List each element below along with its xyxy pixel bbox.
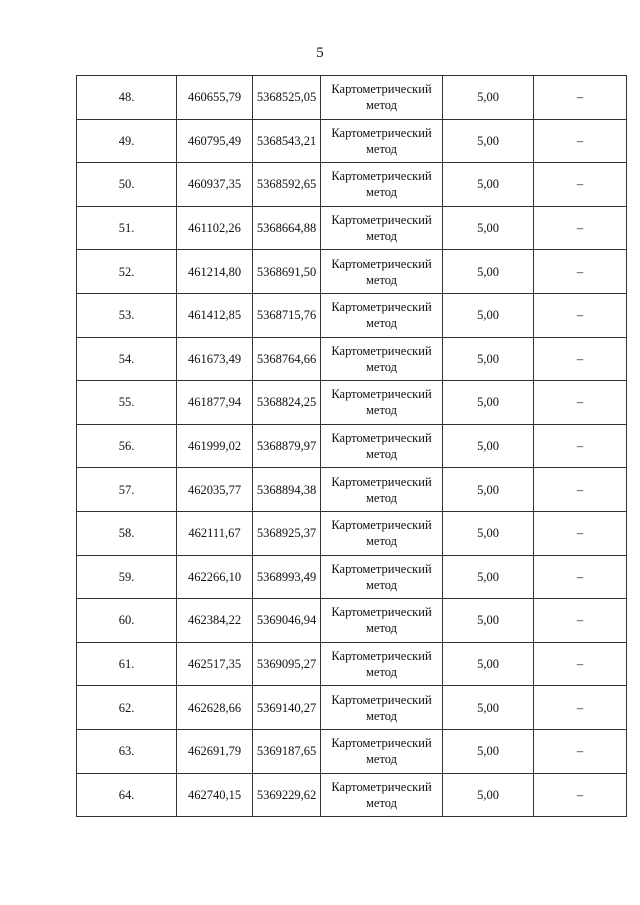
method-text: Картометрический метод bbox=[331, 779, 432, 810]
x-coordinate-cell: 462266,10 bbox=[177, 555, 253, 599]
point-number-cell: 62. bbox=[77, 686, 177, 730]
y-coordinate-cell: 5368824,25 bbox=[253, 381, 321, 425]
note-cell: – bbox=[534, 250, 627, 294]
accuracy-cell: 5,00 bbox=[443, 76, 534, 120]
y-coordinate-cell: 5368764,66 bbox=[253, 337, 321, 381]
table-row bbox=[77, 381, 627, 425]
y-coordinate-cell: 5369095,27 bbox=[253, 642, 321, 686]
x-coordinate-cell: 460655,79 bbox=[177, 76, 253, 120]
y-coordinate-cell: 5368543,21 bbox=[253, 119, 321, 163]
accuracy-cell: 5,00 bbox=[443, 773, 534, 817]
note-cell: – bbox=[534, 424, 627, 468]
method-text: Картометрический метод bbox=[331, 692, 432, 723]
method-cell bbox=[321, 729, 443, 773]
y-coordinate-cell: 5368894,38 bbox=[253, 468, 321, 512]
point-number-cell: 49. bbox=[77, 119, 177, 163]
accuracy-cell: 5,00 bbox=[443, 250, 534, 294]
method-cell bbox=[321, 642, 443, 686]
y-coordinate-cell: 5368592,65 bbox=[253, 163, 321, 207]
method-text: Картометрический метод bbox=[331, 387, 432, 418]
note-cell: – bbox=[534, 686, 627, 730]
table-row bbox=[77, 76, 627, 120]
note-cell: – bbox=[534, 773, 627, 817]
method-text: Картометрический метод bbox=[331, 169, 432, 200]
x-coordinate-cell: 461877,94 bbox=[177, 381, 253, 425]
method-text: Картометрический метод bbox=[331, 256, 432, 287]
point-number-cell: 59. bbox=[77, 555, 177, 599]
note-cell: – bbox=[534, 119, 627, 163]
point-number-cell: 56. bbox=[77, 424, 177, 468]
accuracy-cell: 5,00 bbox=[443, 599, 534, 643]
method-cell bbox=[321, 293, 443, 337]
point-number-cell: 54. bbox=[77, 337, 177, 381]
point-number-cell: 57. bbox=[77, 468, 177, 512]
method-cell bbox=[321, 599, 443, 643]
x-coordinate-cell: 461673,49 bbox=[177, 337, 253, 381]
y-coordinate-cell: 5369229,62 bbox=[253, 773, 321, 817]
point-number-cell: 52. bbox=[77, 250, 177, 294]
point-number-cell: 58. bbox=[77, 511, 177, 555]
point-number-cell: 61. bbox=[77, 642, 177, 686]
point-number-cell: 55. bbox=[77, 381, 177, 425]
page-number: 5 bbox=[316, 45, 324, 61]
method-text: Картометрический метод bbox=[331, 474, 432, 505]
y-coordinate-cell: 5369140,27 bbox=[253, 686, 321, 730]
method-cell bbox=[321, 250, 443, 294]
method-cell bbox=[321, 119, 443, 163]
x-coordinate-cell: 461102,26 bbox=[177, 206, 253, 250]
note-cell: – bbox=[534, 729, 627, 773]
method-text: Картометрический метод bbox=[331, 300, 432, 331]
accuracy-cell: 5,00 bbox=[443, 381, 534, 425]
y-coordinate-cell: 5369187,65 bbox=[253, 729, 321, 773]
x-coordinate-cell: 462628,66 bbox=[177, 686, 253, 730]
x-coordinate-cell: 462384,22 bbox=[177, 599, 253, 643]
note-cell: – bbox=[534, 337, 627, 381]
x-coordinate-cell: 461412,85 bbox=[177, 293, 253, 337]
x-coordinate-cell: 460937,35 bbox=[177, 163, 253, 207]
table-row bbox=[77, 424, 627, 468]
method-cell bbox=[321, 206, 443, 250]
y-coordinate-cell: 5368525,05 bbox=[253, 76, 321, 120]
method-text: Картометрический метод bbox=[331, 343, 432, 374]
accuracy-cell: 5,00 bbox=[443, 119, 534, 163]
method-cell bbox=[321, 163, 443, 207]
coordinates-table bbox=[76, 75, 627, 817]
y-coordinate-cell: 5368691,50 bbox=[253, 250, 321, 294]
method-text: Картометрический метод bbox=[331, 736, 432, 767]
method-cell bbox=[321, 337, 443, 381]
table-row bbox=[77, 206, 627, 250]
point-number-cell: 63. bbox=[77, 729, 177, 773]
x-coordinate-cell: 461214,80 bbox=[177, 250, 253, 294]
y-coordinate-cell: 5368879,97 bbox=[253, 424, 321, 468]
method-text: Картометрический метод bbox=[331, 82, 432, 113]
method-text: Картометрический метод bbox=[331, 213, 432, 244]
x-coordinate-cell: 462035,77 bbox=[177, 468, 253, 512]
method-cell bbox=[321, 555, 443, 599]
table-row bbox=[77, 773, 627, 817]
note-cell: – bbox=[534, 468, 627, 512]
point-number-cell: 50. bbox=[77, 163, 177, 207]
x-coordinate-cell: 462111,67 bbox=[177, 511, 253, 555]
accuracy-cell: 5,00 bbox=[443, 163, 534, 207]
method-cell bbox=[321, 468, 443, 512]
table-row bbox=[77, 729, 627, 773]
x-coordinate-cell: 460795,49 bbox=[177, 119, 253, 163]
method-cell bbox=[321, 686, 443, 730]
accuracy-cell: 5,00 bbox=[443, 555, 534, 599]
note-cell: – bbox=[534, 511, 627, 555]
table-row bbox=[77, 163, 627, 207]
note-cell: – bbox=[534, 555, 627, 599]
method-cell bbox=[321, 76, 443, 120]
table-row bbox=[77, 337, 627, 381]
method-cell bbox=[321, 511, 443, 555]
note-cell: – bbox=[534, 599, 627, 643]
y-coordinate-cell: 5368925,37 bbox=[253, 511, 321, 555]
table-row bbox=[77, 468, 627, 512]
accuracy-cell: 5,00 bbox=[443, 468, 534, 512]
note-cell: – bbox=[534, 293, 627, 337]
table-row bbox=[77, 119, 627, 163]
method-text: Картометрический метод bbox=[331, 431, 432, 462]
y-coordinate-cell: 5369046,94 bbox=[253, 599, 321, 643]
x-coordinate-cell: 462691,79 bbox=[177, 729, 253, 773]
method-text: Картометрический метод bbox=[331, 605, 432, 636]
point-number-cell: 51. bbox=[77, 206, 177, 250]
point-number-cell: 64. bbox=[77, 773, 177, 817]
accuracy-cell: 5,00 bbox=[443, 293, 534, 337]
y-coordinate-cell: 5368993,49 bbox=[253, 555, 321, 599]
accuracy-cell: 5,00 bbox=[443, 337, 534, 381]
accuracy-cell: 5,00 bbox=[443, 511, 534, 555]
accuracy-cell: 5,00 bbox=[443, 206, 534, 250]
table-row bbox=[77, 555, 627, 599]
method-cell bbox=[321, 424, 443, 468]
note-cell: – bbox=[534, 163, 627, 207]
table-row bbox=[77, 686, 627, 730]
method-cell bbox=[321, 381, 443, 425]
point-number-cell: 60. bbox=[77, 599, 177, 643]
method-text: Картометрический метод bbox=[331, 649, 432, 680]
y-coordinate-cell: 5368715,76 bbox=[253, 293, 321, 337]
method-text: Картометрический метод bbox=[331, 518, 432, 549]
table-row bbox=[77, 511, 627, 555]
table-row bbox=[77, 599, 627, 643]
point-number-cell: 48. bbox=[77, 76, 177, 120]
accuracy-cell: 5,00 bbox=[443, 424, 534, 468]
table-row bbox=[77, 293, 627, 337]
table-row bbox=[77, 642, 627, 686]
table-row bbox=[77, 250, 627, 294]
note-cell: – bbox=[534, 642, 627, 686]
note-cell: – bbox=[534, 206, 627, 250]
point-number-cell: 53. bbox=[77, 293, 177, 337]
x-coordinate-cell: 462517,35 bbox=[177, 642, 253, 686]
method-cell bbox=[321, 773, 443, 817]
note-cell: – bbox=[534, 76, 627, 120]
note-cell: – bbox=[534, 381, 627, 425]
accuracy-cell: 5,00 bbox=[443, 642, 534, 686]
method-text: Картометрический метод bbox=[331, 561, 432, 592]
method-text: Картометрический метод bbox=[331, 125, 432, 156]
y-coordinate-cell: 5368664,88 bbox=[253, 206, 321, 250]
x-coordinate-cell: 461999,02 bbox=[177, 424, 253, 468]
table-body bbox=[77, 76, 627, 817]
x-coordinate-cell: 462740,15 bbox=[177, 773, 253, 817]
accuracy-cell: 5,00 bbox=[443, 686, 534, 730]
accuracy-cell: 5,00 bbox=[443, 729, 534, 773]
